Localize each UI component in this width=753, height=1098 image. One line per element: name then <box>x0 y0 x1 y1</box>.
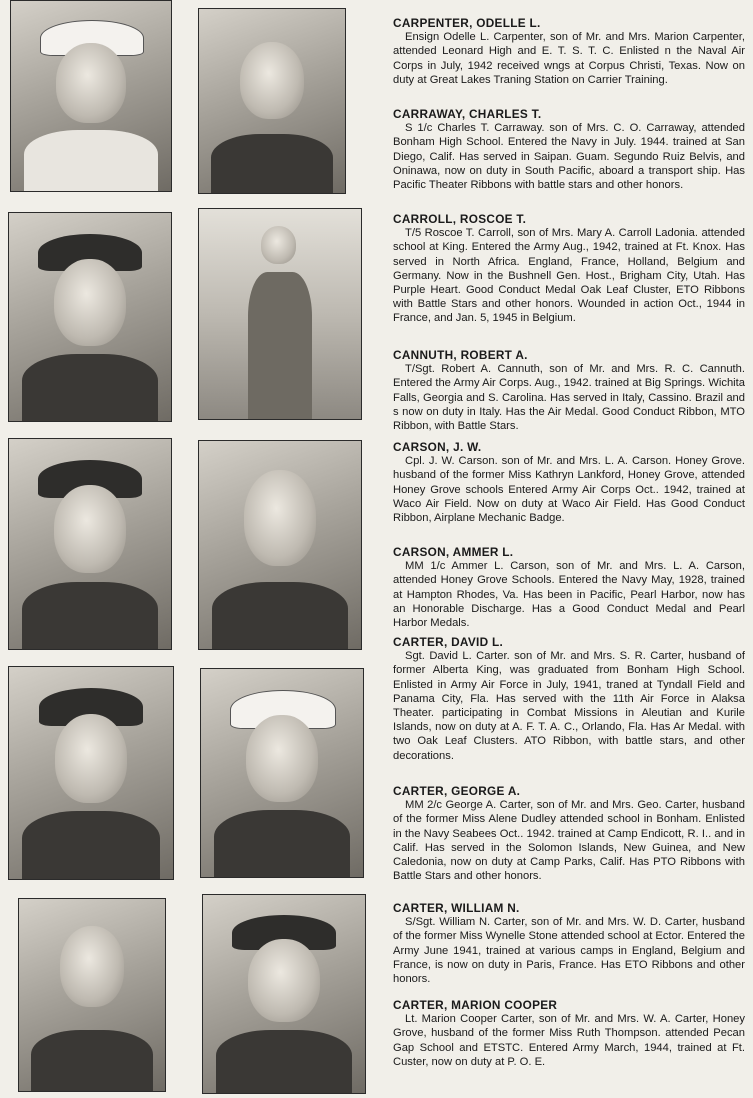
entry-name: CARSON, J. W. <box>393 440 482 454</box>
portrait-photo <box>8 438 172 650</box>
portrait-photo <box>8 666 174 880</box>
entry-name: CARRAWAY, CHARLES T. <box>393 107 542 121</box>
entry-name: CARTER, WILLIAM N. <box>393 901 520 915</box>
biography-column <box>393 16 745 1069</box>
entry-text: MM 2/c George A. Carter, son of Mr. and Mrs. Geo. Carter, husband of the former Miss Alene Dudley attended school in Bonham. Enlisted in the Navy Seabees Oct.. 1942. trained at Camp Endicott, R. I.. and in Calif. Has served in the Solomon Islands, New Guinea, and New Caledonia, now on duty at Camp Parks, Calif. Has PTO Ribbons with Battle Stars and other honors. <box>393 799 745 883</box>
entry-text: Ensign Odelle L. Carpenter, son of Mr. and Mrs. Marion Carpenter, attended Leonard High and E. T. S. T. C. Enlisted n the Naval Air Corps in July, 1942 received wngs at Corpus Christi, Texas. Now on duty at Great Lakes Traning Station on Carrier Training. <box>393 31 745 86</box>
entry-name: CARSON, AMMER L. <box>393 545 514 559</box>
entry-text: T/5 Roscoe T. Carroll, son of Mrs. Mary A. Carroll Ladonia. attended school at King. Entered the Army Aug., 1942, trained at Ft. Knox. Has served in North Africa. England, France, Holland, Belgium and Germany. Now in the Bushnell Gen. Host., Brigham City, Utah. Has Purple Heart. Good Conduct Medal Oak Leaf Cluster, ETO Ribbons with Battle Stars and other honors. Wounded in action Oct., 1944 in France, and Jan. 5, 1945 in Belgium. <box>393 227 745 325</box>
portrait-photo <box>198 8 346 194</box>
portrait-photo <box>200 668 364 878</box>
biography-entry <box>393 440 745 545</box>
portrait-photo <box>198 208 362 420</box>
entry-text: S/Sgt. William N. Carter, son of Mr. and Mrs. W. D. Carter, husband of the former Miss Wynelle Stone attended school at Ector. Entered the Army June 1941, trained at various camps in England, Belgium and France, is now on duty in Paris, France. Has ETO Ribbons and other honors. <box>393 916 745 986</box>
portrait-photo <box>10 0 172 192</box>
portrait-photo <box>18 898 166 1092</box>
biography-entry <box>393 784 745 901</box>
entry-text: S 1/c Charles T. Carraway. son of Mrs. C. O. Carraway, attended Bonham High School. Entered the Navy in July. 1944. trained at San Diego, Calif. Has served in Saipan. Guam. Segundo Ruiz Belvis, and Oninawa, now on duty in South Pacific, aboard a transport ship. Has Pacific Theater Ribbons with battle stars and other honors. <box>393 122 745 192</box>
entry-name: CARTER, DAVID L. <box>393 635 504 649</box>
biography-entry <box>393 545 745 635</box>
entry-name: CARTER, GEORGE A. <box>393 784 521 798</box>
entry-text: MM 1/c Ammer L. Carson, son of Mr. and Mrs. L. A. Carson, attended Honey Grove Schools. Entered the Navy May, 1928, trained at Hampton Rhodes, Va. Has been in Pacific, Pearl Harbor, now has an Honorable Discharge. Has a Good Conduct Medal and Pearl Harbor Medals. <box>393 560 745 630</box>
biography-entry <box>393 998 745 1069</box>
entry-name: CARTER, MARION COOPER <box>393 998 558 1012</box>
biography-entry <box>393 635 745 784</box>
entry-text: Sgt. David L. Carter. son of Mr. and Mrs. S. R. Carter, husband of former Alberta King, was graduated from Bonham High School. Enlisted in Army Air Force in July, 1941, traned at Tyndall Field and Panama City, Fla. Has served with the 11th Air Force in Alaksa Theater. participating in Combat Missions in Aleutian and Kurile Islands, now on duty at A. F. T. A. C., Orlando, Fla. Has Ar Medal. with two Oak Leaf Clusters. ATO Ribbon, with battle stars, and other decorations. <box>393 650 745 762</box>
biography-entry <box>393 107 745 212</box>
entry-text: Cpl. J. W. Carson. son of Mr. and Mrs. L. A. Carson. Honey Grove. husband of the former Miss Kathryn Lankford, Honey Grove, attended Honey Grove schools Entered Army Air Corps Oct.. 1942, trained at Waco Air Field. Now on duty at Waco Air Field. Has Good Conduct Ribbon, Airplane Mechanic Badge. <box>393 455 745 525</box>
entry-name: CARPENTER, ODELLE L. <box>393 16 541 30</box>
biography-entry <box>393 16 745 107</box>
portrait-photo <box>198 440 362 650</box>
biography-entry <box>393 348 745 440</box>
portrait-photo <box>8 212 172 422</box>
portrait-photo <box>202 894 366 1094</box>
biography-entry <box>393 901 745 998</box>
entry-name: CANNUTH, ROBERT A. <box>393 348 528 362</box>
biography-entry <box>393 212 745 348</box>
entry-text: Lt. Marion Cooper Carter, son of Mr. and Mrs. W. A. Carter, Honey Grove, husband of the former Miss Ruth Thompson. attended Pecan Gap School and ETSTC. Entered Army March, 1944, trained at Ft. Custer, now on duty at P. O. E. <box>393 1013 745 1068</box>
entry-name: CARROLL, ROSCOE T. <box>393 212 527 226</box>
entry-text: T/Sgt. Robert A. Cannuth, son of Mr. and Mrs. R. C. Cannuth. Entered the Army Air Corps. Aug., 1942. trained at Big Springs. Wichita Falls, Georgia and S. Carolina. Has served in Italy, Cassino. Brazil and s now on duty in Italy. Has the Air Medal. Good Conduct Ribbon, MTO Ribbon, with Battle Stars. <box>393 363 745 433</box>
